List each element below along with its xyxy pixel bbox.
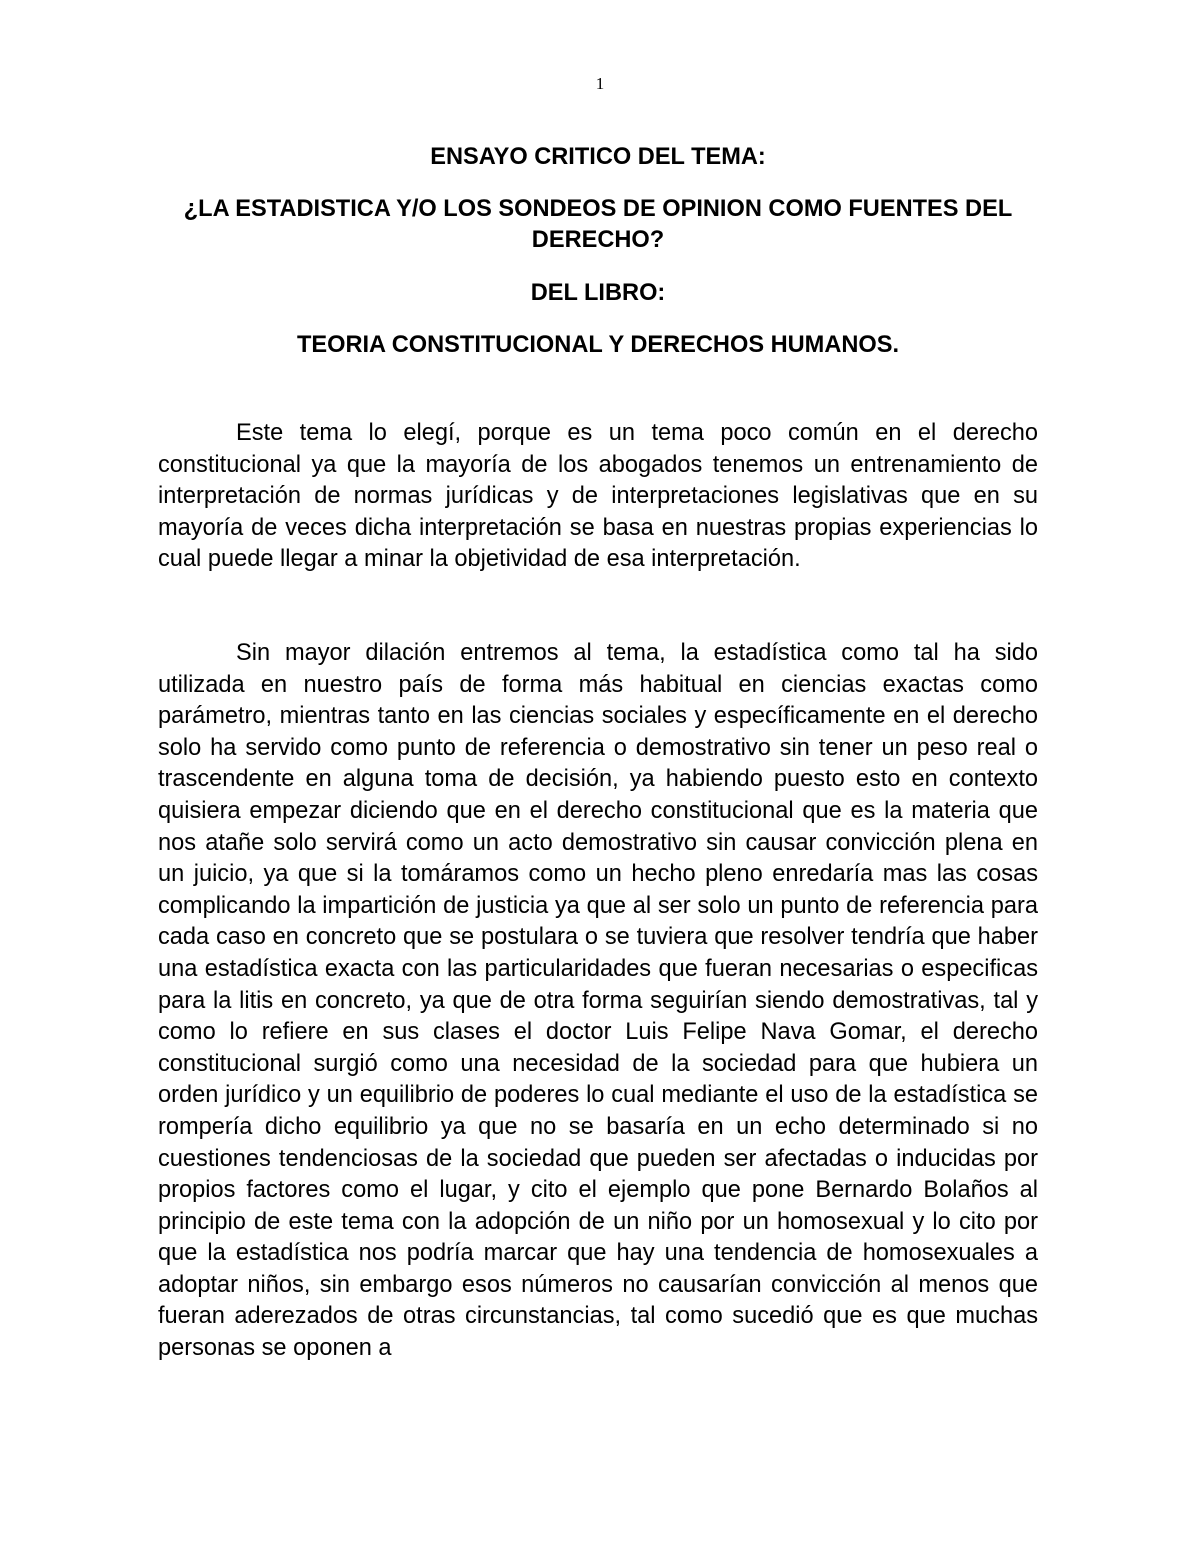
book-label: DEL LIBRO: [530, 280, 666, 306]
body-paragraph-1: Este tema lo elegí, porque es un tema poco común en el derecho constitucional ya que la mayoría de los abogados tenemos un entrenamiento de interpretación de normas jurídicas y de interpretaciones legislativas que en su mayoría de veces dicha interpretación se basa en nuestras propias experiencias lo cual puede llegar a minar la objetividad de esa interpretación. [158, 420, 1038, 573]
body-paragraph-2: Sin mayor dilación entremos al tema, la estadística como tal ha sido utilizada en nuestro país de forma más habitual en ciencias exactas como parámetro, mientras tanto en las ciencias sociales y específicamente en el derecho solo ha servido como punto de referencia o demostrativo sin tener un peso real o trascendente en alguna toma de decisión, ya habiendo puesto esto en contexto quisiera empezar diciendo que en el derecho constitucional que es la materia que nos atañe solo servirá como un acto demostrativo sin causar convicción plena en un juicio, ya que si la tomáramos como un hecho pleno enredaría mas las cosas complicando la impartición de justicia ya que al ser solo un punto de referencia para cada caso en concreto que se postulara o se tuviera que resolver tendría que haber una estadística exacta con las particularidades que fueran necesarias o especificas para la litis en concreto, ya que de otra forma seguirían siendo demostrativas, tal y como lo refiere en sus clases el doctor Luis Felipe Nava Gomar, el derecho constitucional surgió como una necesidad de la sociedad para que hubiera un orden jurídico y un equilibrio de poderes lo cual mediante el uso de la estadística se rompería dicho equilibrio ya que no se basaría en un echo determinado si no cuestiones tendenciosas de la sociedad que pueden ser afectadas o inducidas por propios factores como el lugar, y cito el ejemplo que pone Bernardo Bolaños al principio de este tema con la adopción de un niño por un homosexual y lo cito por que la estadística nos podría marcar que hay una tendencia de homosexuales a adoptar niños, sin embargo esos números no causarían convicción al menos que fueran aderezados de otras circunstancias, tal como sucedió que es que muchas personas se oponen a [158, 640, 1038, 1362]
essay-title: ENSAYO CRITICO DEL TEMA: [430, 144, 766, 170]
essay-question: ¿LA ESTADISTICA Y/O LOS SONDEOS DE OPINION COMO FUENTES DEL DERECHO? [183, 196, 1013, 253]
book-title: TEORIA CONSTITUCIONAL Y DERECHOS HUMANOS. [296, 332, 900, 358]
page-number: 1 [595, 74, 605, 93]
title-block [158, 142, 1038, 384]
